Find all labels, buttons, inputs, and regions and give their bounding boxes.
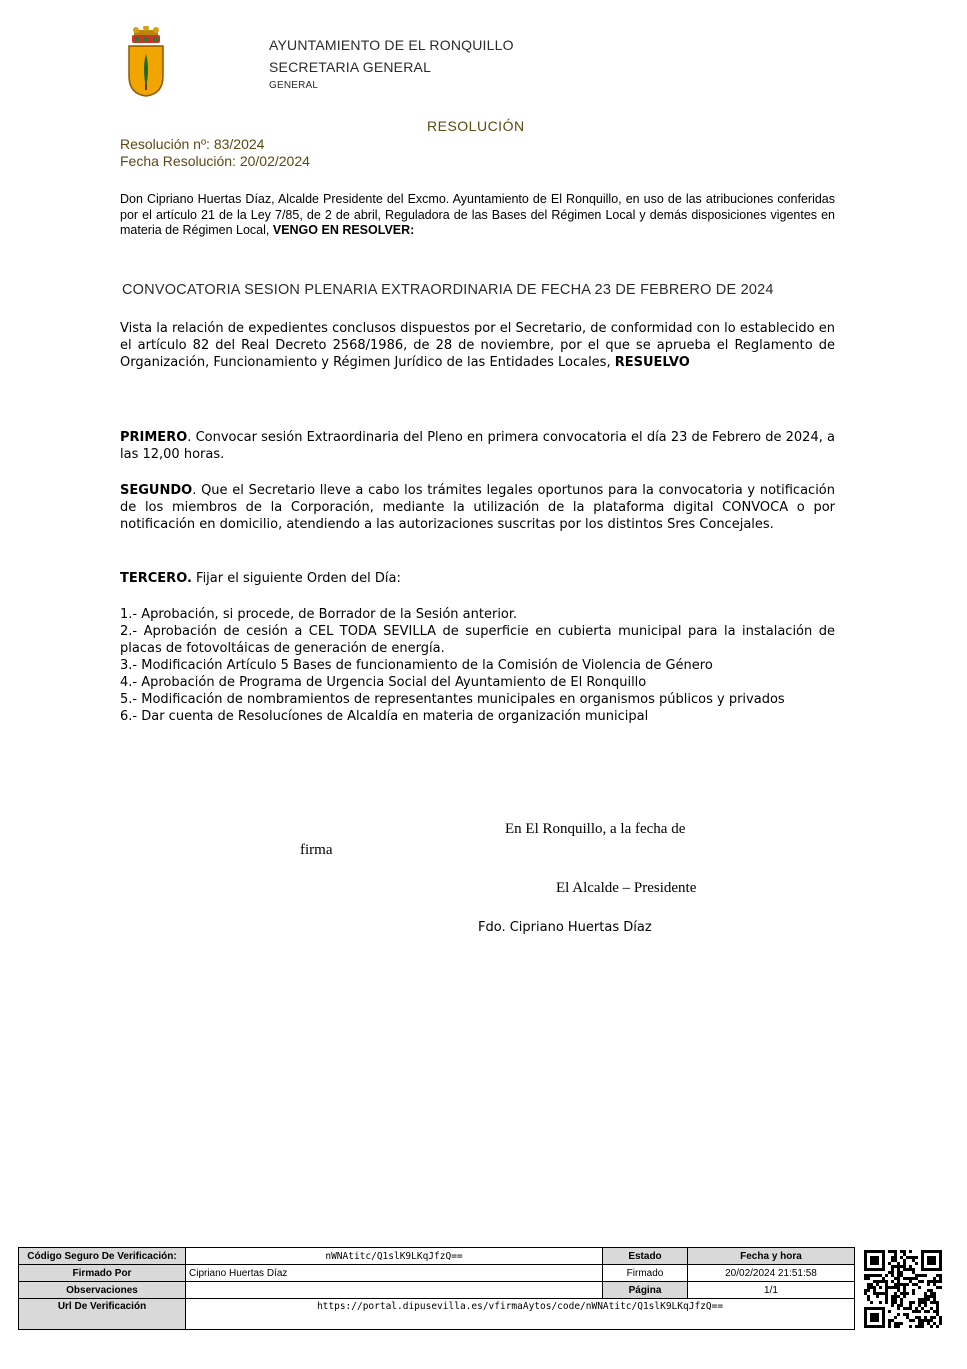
url-label: Url De Verificación xyxy=(19,1299,186,1330)
signature-place: En El Ronquillo, a la fecha de xyxy=(505,821,686,837)
signature-role: El Alcalde – Presidente xyxy=(556,880,697,896)
url-value[interactable]: https://portal.dipusevilla.es/vfirmaAytos/code/nWNAtitc/Q1slK9LKqJfzQ== xyxy=(186,1299,855,1330)
header-line-3: GENERAL xyxy=(269,80,319,91)
intro-bold: VENGO EN RESOLVER: xyxy=(272,223,415,237)
observaciones-label: Observaciones xyxy=(19,1282,186,1299)
signature-signed: Fdo. Cipriano Huertas Díaz xyxy=(478,920,652,935)
vista-text: Vista la relación de expedientes conclusos dispuestos por el Secretario, de conformidad con lo establecido en el artículo 82 del Real Decreto 2568/1986, de 28 de noviembre, por el que se aprueba el Reglamento de Organización, Funcionamiento y Régimen Jurídico de las Entidades Locales, xyxy=(120,321,835,370)
estado-label: Estado xyxy=(603,1248,688,1265)
verification-table xyxy=(18,1247,855,1330)
agenda-item: 2.- Aprobación de cesión a CEL TODA SEVILLA de superficie en cubierta municipal para la instalación de placas de fotovoltáicas de generación de energía. xyxy=(120,624,835,656)
primero-label: PRIMERO xyxy=(120,430,188,445)
qr-code xyxy=(864,1250,942,1328)
csv-label: Código Seguro De Verificación: xyxy=(19,1248,186,1265)
observaciones-value xyxy=(186,1282,603,1299)
vista-bold: RESUELVO xyxy=(614,355,690,370)
tercero-text: Fijar el siguiente Orden del Día: xyxy=(191,571,401,586)
primero-text: . Convocar sesión Extraordinaria del Pleno en primera convocatoria el día 23 de Febrero de 2024, a las 12,00 horas. xyxy=(120,430,835,462)
segundo-paragraph xyxy=(120,482,835,533)
csv-value: nWNAtitc/Q1slK9LKqJfzQ== xyxy=(186,1248,603,1265)
header-line-2: SECRETARIA GENERAL xyxy=(269,59,432,75)
segundo-label: SEGUNDO xyxy=(120,483,193,498)
agenda-item: 1.- Aprobación, si procede, de Borrador de la Sesión anterior. xyxy=(120,607,518,622)
signature-place-2: firma xyxy=(300,842,333,858)
fecha-value: 20/02/2024 21:51:58 xyxy=(688,1265,855,1282)
agenda-item: 5.- Modificación de nombramientos de representantes municipales en organismos públicos y privados xyxy=(120,692,785,707)
estado-value: Firmado xyxy=(603,1265,688,1282)
agenda-list xyxy=(120,606,835,725)
header-line-1: AYUNTAMIENTO DE EL RONQUILLO xyxy=(269,37,514,53)
firmado-value: Cipriano Huertas Díaz xyxy=(186,1265,603,1282)
intro-text: Don Cipriano Huertas Díaz, Alcalde Presidente del Excmo. Ayuntamiento de El Ronquillo, en uso de las atribuciones conferidas por el artículo 21 de la Ley 7/85, de 2 de abril, Reguladora de las Bases del Régimen Local y demás disposiciones vigentes en materia de Régimen Local, xyxy=(120,192,835,237)
primero-paragraph xyxy=(120,429,835,463)
pagina-value: 1/1 xyxy=(688,1282,855,1299)
firmado-label: Firmado Por xyxy=(19,1265,186,1282)
agenda-item: 3.- Modificación Artículo 5 Bases de funcionamiento de la Comisión de Violencia de Género xyxy=(120,658,713,673)
agenda-item: 4.- Aprobación de Programa de Urgencia Social del Ayuntamiento de El Ronquillo xyxy=(120,675,647,690)
convocatoria-title: CONVOCATORIA SESION PLENARIA EXTRAORDINARIA DE FECHA 23 DE FEBRERO DE 2024 xyxy=(122,282,774,298)
tercero-label: TERCERO. xyxy=(120,571,192,586)
resolution-number: Resolución nº: 83/2024 xyxy=(120,136,265,152)
intro-paragraph xyxy=(120,192,835,239)
resolution-date: Fecha Resolución: 20/02/2024 xyxy=(120,153,310,169)
pagina-label: Página xyxy=(603,1282,688,1299)
vista-paragraph xyxy=(120,320,835,371)
document-title: RESOLUCIÓN xyxy=(427,118,525,134)
tercero-paragraph xyxy=(120,570,835,587)
agenda-item: 6.- Dar cuenta de Resolucíones de Alcaldía en materia de organización municipal xyxy=(120,709,649,724)
segundo-text: . Que el Secretario lleve a cabo los trámites legales oportunos para la convocatoria y notificación de los miembros de la Corporación, mediante la utilización de la plataforma digital CONVOCA o por notificación en domicilio, atendiendo a las autorizaciones suscritas por los distintos Sres Concejales. xyxy=(120,483,835,532)
fecha-label: Fecha y hora xyxy=(688,1248,855,1265)
coat-of-arms-logo xyxy=(124,26,168,98)
